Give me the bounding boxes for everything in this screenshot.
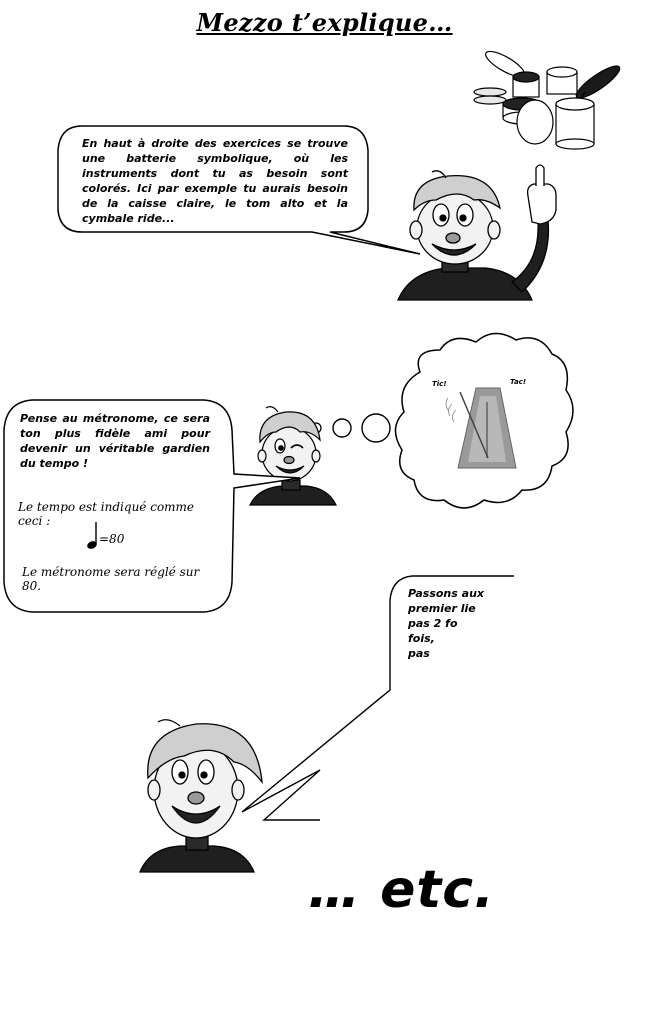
drum-kit-icon (474, 47, 623, 149)
tempo-label: Le tempo est indiqué comme ceci : (18, 500, 195, 528)
character-pointing (398, 165, 556, 300)
panel3-speech-text (408, 586, 494, 680)
tempo-value: =80 (99, 532, 125, 546)
metronome-note: Le métronome sera réglé sur 80. (22, 565, 200, 593)
panel3-line: Passons aux (408, 587, 484, 600)
panel1-speech-text: En haut à droite des exercices se trouve une batterie symbolique, où les instruments dont tu as besoin sont colorés. Ici par exemple tu aurais besoin de la caisse claire, le tom alto et la cymbale ride... (82, 137, 348, 225)
panel3-line: pas (408, 647, 430, 660)
character-smiling (140, 720, 262, 872)
panel2-speech-text: Pense au métronome, ce sera ton plus fidèle ami pour devenir un véritable gardien du tempo ! (20, 412, 210, 470)
page-title: Mezzo t’explique… (196, 8, 453, 37)
etc-text: … etc. (308, 860, 495, 920)
tic-label: Tic! (432, 380, 447, 388)
panel3-line: pas 2 fo (408, 617, 458, 630)
panel3-line: premier lie (408, 602, 476, 615)
character-winking (250, 407, 336, 505)
panel3-line: fois, (408, 632, 435, 645)
tac-label: Tac! (510, 378, 527, 386)
